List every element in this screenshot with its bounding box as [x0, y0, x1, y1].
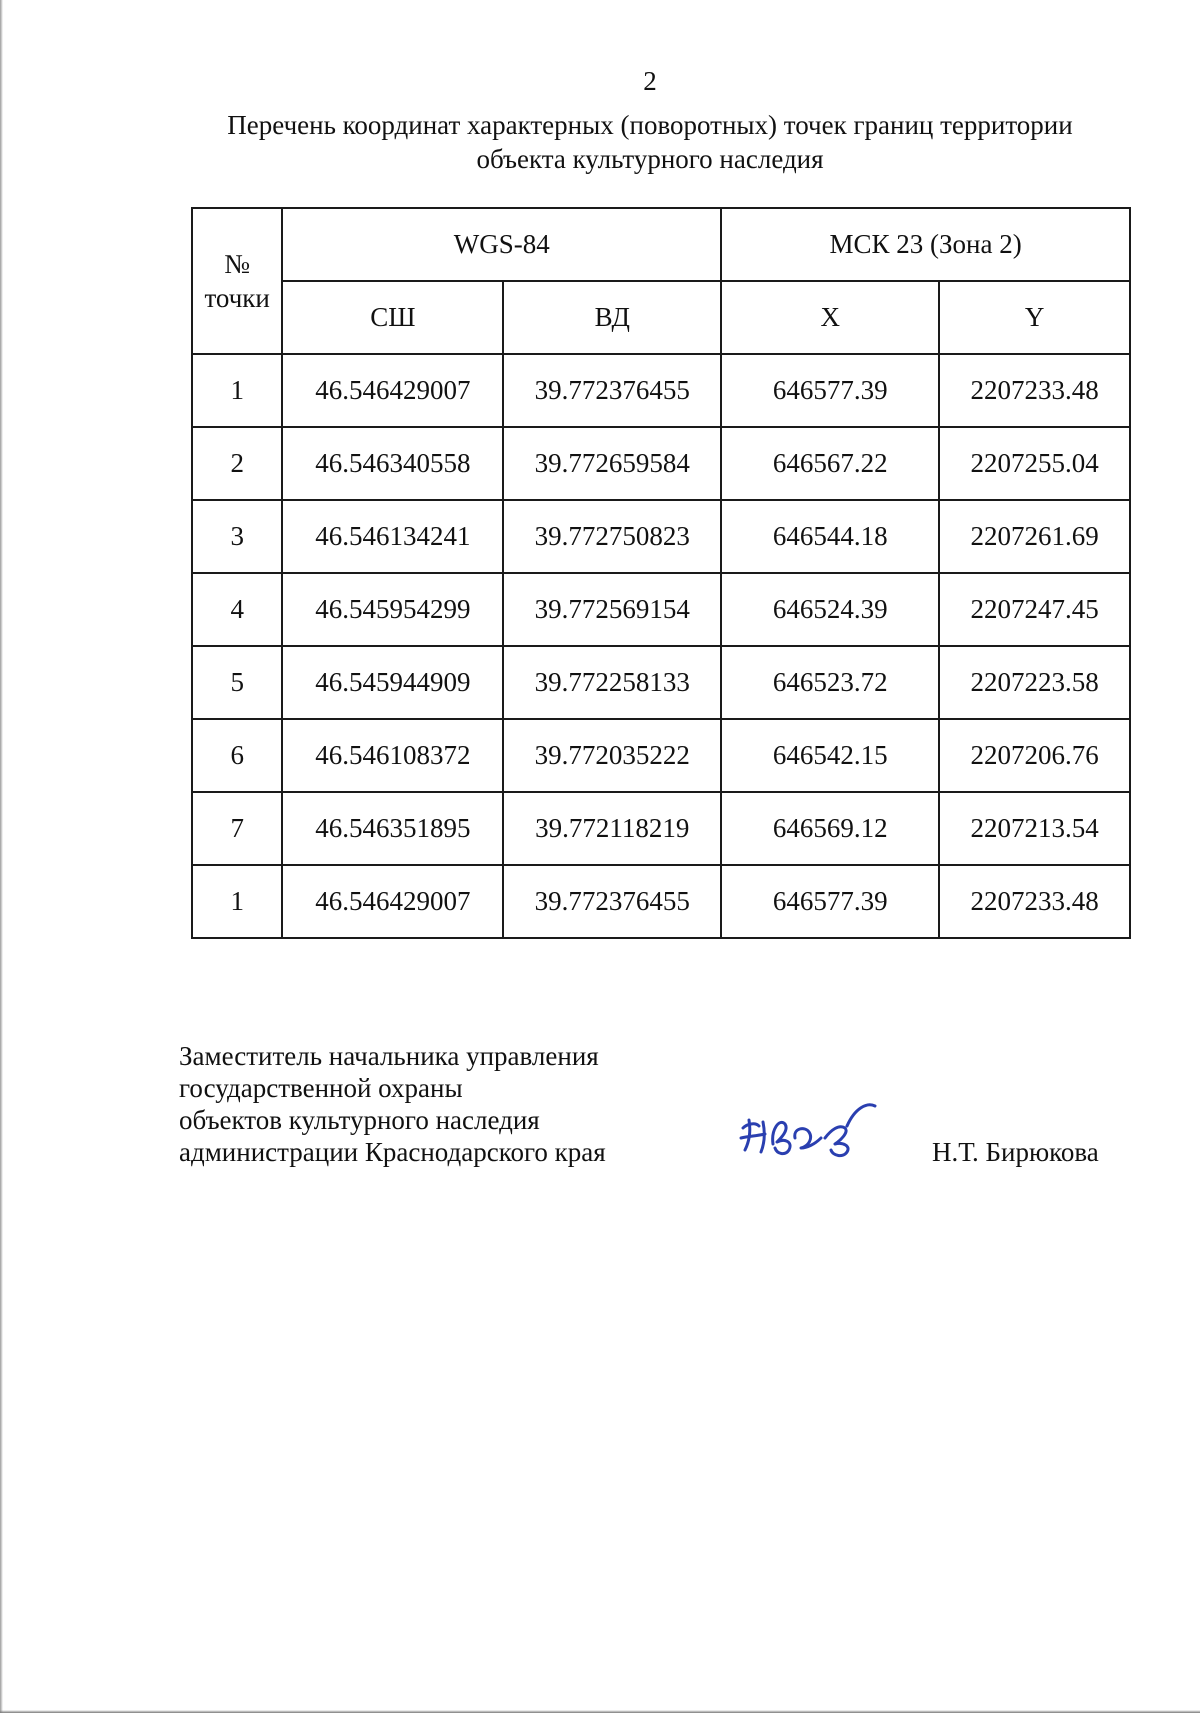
wgs84-group-header: WGS-84: [282, 208, 721, 281]
longitude-cell: 39.772118219: [503, 792, 721, 865]
longitude-cell: 39.772569154: [503, 573, 721, 646]
x-coordinate-cell: 646523.72: [721, 646, 939, 719]
point-number-header-label: точки: [204, 283, 270, 313]
latitude-cell: 46.545944909: [282, 646, 503, 719]
point-number-cell: 3: [192, 500, 282, 573]
table-row: [192, 646, 1130, 719]
table-row: [192, 500, 1130, 573]
coordinates-table: [191, 207, 1131, 939]
point-number-cell: 5: [192, 646, 282, 719]
table-row: [192, 354, 1130, 427]
y-coordinate-cell: 2207255.04: [939, 427, 1130, 500]
point-number-header-symbol: №: [224, 249, 251, 279]
x-coordinate-cell: 646577.39: [721, 354, 939, 427]
handwritten-signature: [735, 1098, 895, 1168]
scan-edge-left: [0, 0, 3, 1713]
table-row: [192, 719, 1130, 792]
x-coordinate-cell: 646542.15: [721, 719, 939, 792]
longitude-cell: 39.772750823: [503, 500, 721, 573]
x-header: X: [721, 281, 939, 354]
page-number: 2: [643, 66, 657, 96]
position-line-2: государственной охраны: [179, 1073, 463, 1103]
position-line-4: администрации Краснодарского края: [179, 1137, 606, 1167]
table-row: [192, 792, 1130, 865]
latitude-cell: 46.545954299: [282, 573, 503, 646]
point-number-cell: 1: [192, 354, 282, 427]
longitude-cell: 39.772035222: [503, 719, 721, 792]
latitude-cell: 46.546351895: [282, 792, 503, 865]
point-number-cell: 6: [192, 719, 282, 792]
table-subheader-row: [192, 281, 1130, 354]
x-coordinate-cell: 646544.18: [721, 500, 939, 573]
x-coordinate-cell: 646577.39: [721, 865, 939, 938]
longitude-header: ВД: [503, 281, 721, 354]
point-number-cell: 7: [192, 792, 282, 865]
table-row: [192, 573, 1130, 646]
table-body: [192, 354, 1130, 938]
longitude-cell: 39.772659584: [503, 427, 721, 500]
table-row: [192, 427, 1130, 500]
msk23-group-header: МСК 23 (Зона 2): [721, 208, 1130, 281]
y-coordinate-cell: 2207233.48: [939, 354, 1130, 427]
x-coordinate-cell: 646524.39: [721, 573, 939, 646]
longitude-cell: 39.772258133: [503, 646, 721, 719]
y-coordinate-cell: 2207213.54: [939, 792, 1130, 865]
signer-name: Н.Т. Бирюкова: [932, 1137, 1099, 1167]
signatory-position: [179, 1040, 606, 1168]
point-number-cell: 2: [192, 427, 282, 500]
point-number-cell: 1: [192, 865, 282, 938]
y-coordinate-cell: 2207206.76: [939, 719, 1130, 792]
latitude-cell: 46.546429007: [282, 354, 503, 427]
latitude-header: СШ: [282, 281, 503, 354]
x-coordinate-cell: 646569.12: [721, 792, 939, 865]
document-title: [0, 108, 1200, 176]
position-line-3: объектов культурного наследия: [179, 1105, 540, 1135]
latitude-cell: 46.546429007: [282, 865, 503, 938]
position-line-1: Заместитель начальника управления: [179, 1041, 599, 1071]
y-coordinate-cell: 2207247.45: [939, 573, 1130, 646]
y-coordinate-cell: 2207261.69: [939, 500, 1130, 573]
x-coordinate-cell: 646567.22: [721, 427, 939, 500]
point-number-header: [192, 208, 282, 354]
table-header-row: [192, 208, 1130, 281]
longitude-cell: 39.772376455: [503, 354, 721, 427]
title-line-1: Перечень координат характерных (поворотных) точек границ территории: [227, 110, 1073, 140]
longitude-cell: 39.772376455: [503, 865, 721, 938]
title-line-2: объекта культурного наследия: [476, 144, 824, 174]
latitude-cell: 46.546340558: [282, 427, 503, 500]
point-number-cell: 4: [192, 573, 282, 646]
y-coordinate-cell: 2207233.48: [939, 865, 1130, 938]
y-coordinate-cell: 2207223.58: [939, 646, 1130, 719]
latitude-cell: 46.546108372: [282, 719, 503, 792]
y-header: Y: [939, 281, 1130, 354]
latitude-cell: 46.546134241: [282, 500, 503, 573]
table-row: [192, 865, 1130, 938]
